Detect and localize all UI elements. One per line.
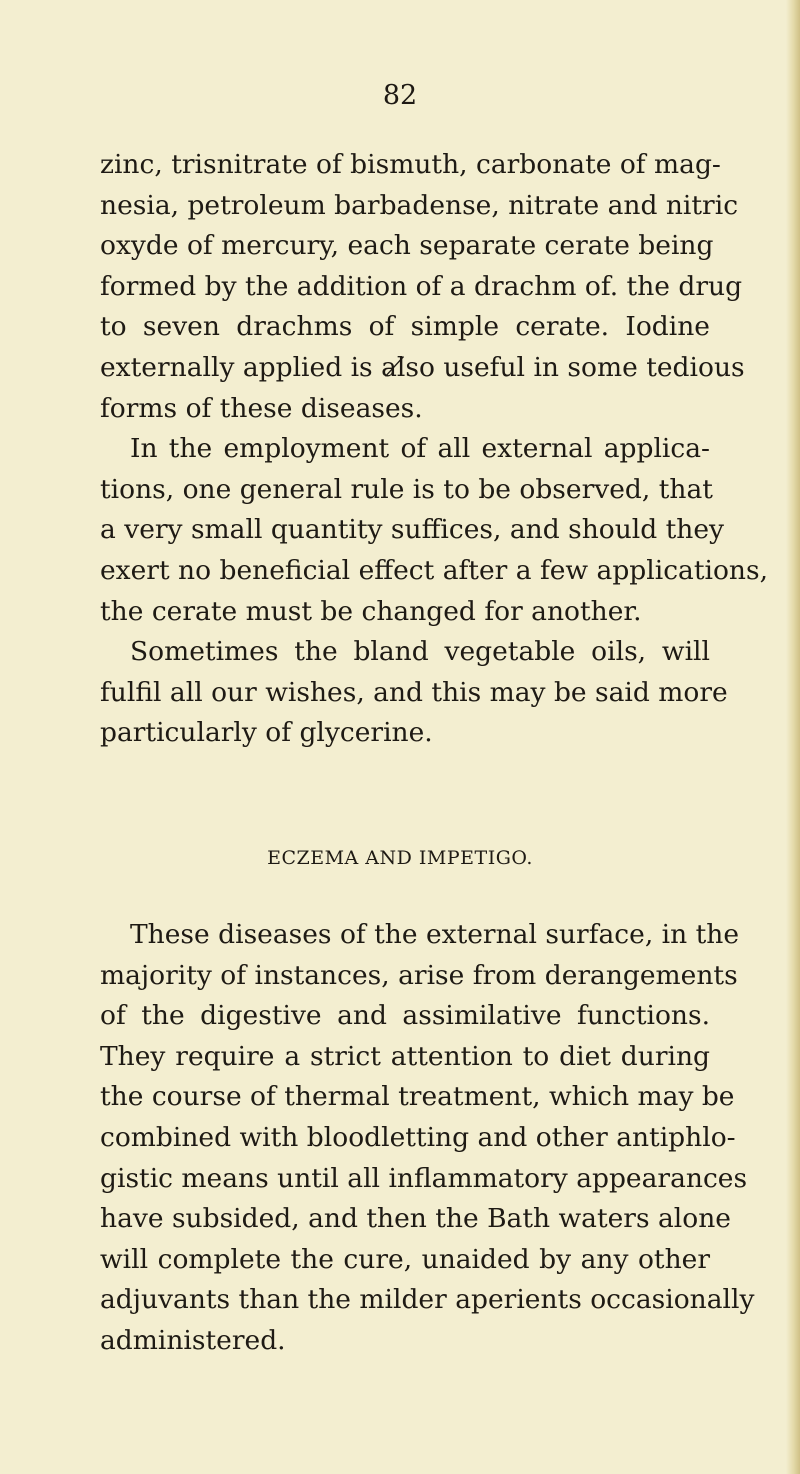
text-line: have subsided, and then the Bath waters alone	[100, 1203, 731, 1235]
body-text-block-2	[100, 915, 755, 1362]
page-edge-shadow	[786, 0, 800, 1474]
text-line: formed by the addition of a drachm of. the drug	[100, 270, 743, 302]
section-heading: ECZEMA AND IMPETIGO.	[267, 847, 533, 869]
text-line: gistic means until all inflammatory appearances	[100, 1162, 748, 1194]
text-line: will complete the cure, unaided by any other	[100, 1243, 710, 1275]
text-line: Sometimes the bland vegetable oils, will	[130, 636, 710, 668]
text-line: a very small quantity suffices, and should they	[100, 514, 725, 546]
text-line: particularly of glycerine.	[100, 717, 433, 749]
text-line: externally applied is al̸so useful in some tedious	[100, 351, 745, 383]
text-line: nesia, petroleum barbadense, nitrate and nitric	[100, 189, 739, 221]
text-line: oxyde of mercury, each separate cerate being	[100, 230, 714, 262]
page-number: 82	[382, 80, 418, 111]
text-line: of the digestive and assimilative functions.	[100, 1000, 710, 1032]
text-line: adjuvants than the milder aperients occasionally	[100, 1284, 755, 1316]
text-line: the course of thermal treatment, which may be	[100, 1081, 735, 1113]
text-line: to seven drachms of simple cerate. Iodine	[100, 311, 710, 343]
text-line: combined with bloodletting and other antiphlo-	[100, 1121, 736, 1153]
body-text-block-1	[100, 145, 769, 754]
text-line: exert no beneficial effect after a few applications,	[100, 554, 769, 586]
text-line: tions, one general rule is to be observed, that	[100, 473, 713, 505]
text-line: In the employment of all external applica-	[130, 433, 710, 465]
text-line: zinc, trisnitrate of bismuth, carbonate of mag-	[100, 149, 721, 180]
text-line: the cerate must be changed for another.	[100, 595, 642, 627]
text-line: fulfil all our wishes, and this may be said more	[100, 676, 728, 708]
text-line: majority of instances, arise from derangements	[100, 959, 738, 991]
text-line: administered.	[100, 1324, 286, 1356]
text-line: They require a strict attention to diet during	[100, 1040, 710, 1072]
text-line: These diseases of the external surface, in the	[130, 919, 740, 950]
text-line: forms of these diseases.	[100, 392, 423, 424]
